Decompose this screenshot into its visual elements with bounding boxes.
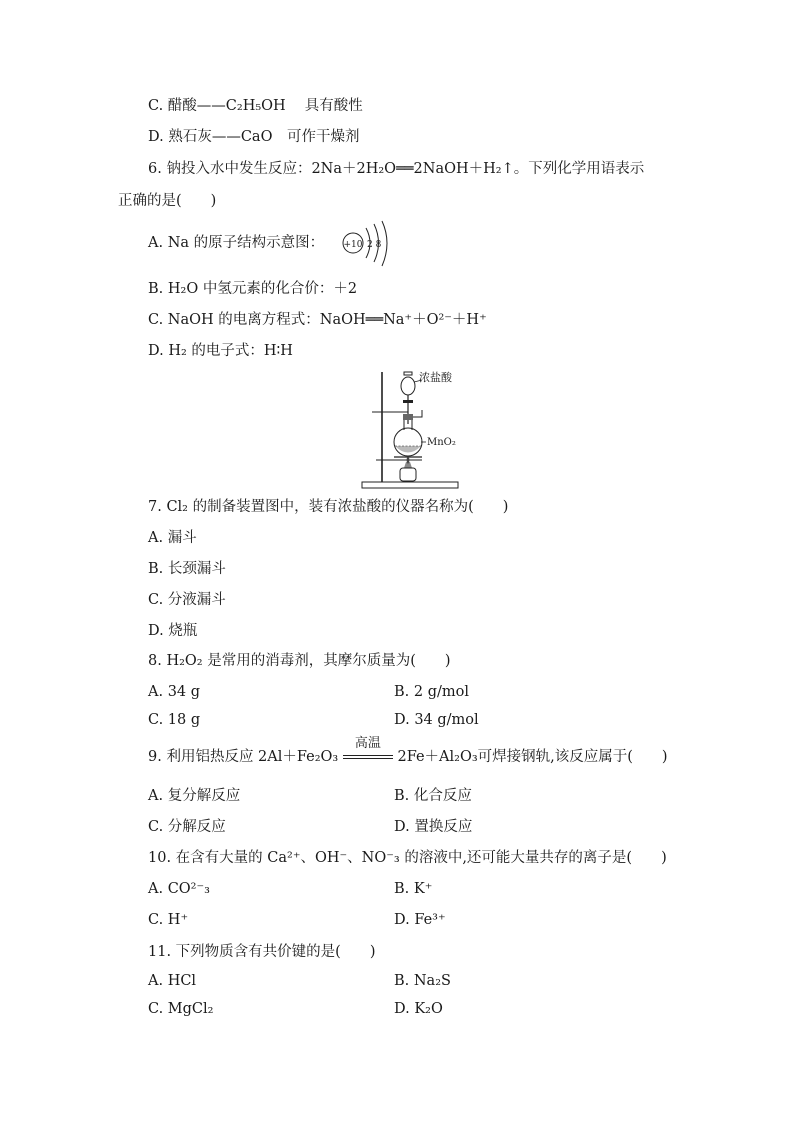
q5-option-c: C. 醋酸——C₂H₅OH 具有酸性 bbox=[148, 98, 363, 114]
q9-option-c: C. 分解反应 bbox=[148, 819, 226, 835]
q7-option-d: D. 烧瓶 bbox=[148, 623, 198, 639]
q11-option-a: A. HCl bbox=[148, 973, 197, 989]
q10-option-d: D. Fe³⁺ bbox=[394, 912, 446, 928]
q11-option-b: B. Na₂S bbox=[394, 973, 451, 989]
q6-option-a bbox=[148, 233, 324, 253]
q11-option-c: C. MgCl₂ bbox=[148, 1001, 214, 1017]
q9-stem-products: 2Fe＋Al₂O₃可焊接钢轨,该反应属于( ) bbox=[397, 749, 668, 765]
q9-option-b: B. 化合反应 bbox=[394, 788, 472, 804]
q10-option-a: A. CO²⁻₃ bbox=[148, 881, 210, 897]
q6-stem-line1: 6. 钠投入水中发生反应：2Na＋2H₂O══2NaOH＋H₂↑。下列化学用语表示 bbox=[148, 161, 645, 177]
label-mno2: MnO₂ bbox=[427, 437, 456, 448]
q6-option-a-text: A. Na 的原子结构示意图： bbox=[148, 235, 325, 251]
q10-option-b: B. K⁺ bbox=[394, 881, 433, 897]
q8-option-d: D. 34 g/mol bbox=[394, 712, 479, 728]
q6-stem-line2: 正确的是( ) bbox=[118, 193, 217, 209]
q8-stem: 8. H₂O₂ 是常用的消毒剂，其摩尔质量为( ) bbox=[148, 653, 451, 669]
q7-stem: 7. Cl₂ 的制备装置图中，装有浓盐酸的仪器名称为( ) bbox=[148, 499, 509, 515]
sodium-atom-structure-diagram bbox=[340, 220, 396, 268]
q8-option-c: C. 18 g bbox=[148, 712, 201, 728]
q11-option-d: D. K₂O bbox=[394, 1001, 443, 1017]
q9-option-a: A. 复分解反应 bbox=[148, 788, 241, 804]
reaction-condition-arrow bbox=[343, 736, 393, 767]
q8-option-a: A. 34 g bbox=[148, 684, 201, 700]
q7-option-b: B. 长颈漏斗 bbox=[148, 561, 226, 577]
atom-shell-electrons: 2 8 bbox=[367, 240, 382, 250]
q9-stem-reactants: 9. 利用铝热反应 2Al＋Fe₂O₃ bbox=[148, 749, 339, 765]
q8-option-b: B. 2 g/mol bbox=[394, 684, 469, 700]
label-concentrated-hcl: 浓盐酸 bbox=[419, 371, 452, 384]
q10-stem: 10. 在含有大量的 Ca²⁺、OH⁻、NO⁻₃ 的溶液中,还可能大量共存的离子是( ) bbox=[148, 850, 667, 866]
q6-option-b: B. H₂O 中氢元素的化合价：＋2 bbox=[148, 281, 358, 297]
q6-option-d: D. H₂ 的电子式：H∶H bbox=[148, 343, 293, 359]
q10-option-c: C. H⁺ bbox=[148, 912, 189, 928]
q6-option-c: C. NaOH 的电离方程式：NaOH══Na⁺＋O²⁻＋H⁺ bbox=[148, 312, 487, 328]
q9-stem bbox=[148, 736, 668, 767]
atom-nucleus-label: +10 bbox=[343, 240, 363, 250]
chlorine-preparation-apparatus bbox=[358, 368, 464, 492]
q7-option-c: C. 分液漏斗 bbox=[148, 592, 226, 608]
q11-stem: 11. 下列物质含有共价键的是( ) bbox=[148, 944, 376, 960]
q5-option-d: D. 熟石灰——CaO 可作干燥剂 bbox=[148, 129, 360, 145]
q7-option-a: A. 漏斗 bbox=[148, 530, 197, 546]
reaction-condition-label: 高温 bbox=[354, 736, 381, 751]
q9-option-d: D. 置换反应 bbox=[394, 819, 473, 835]
